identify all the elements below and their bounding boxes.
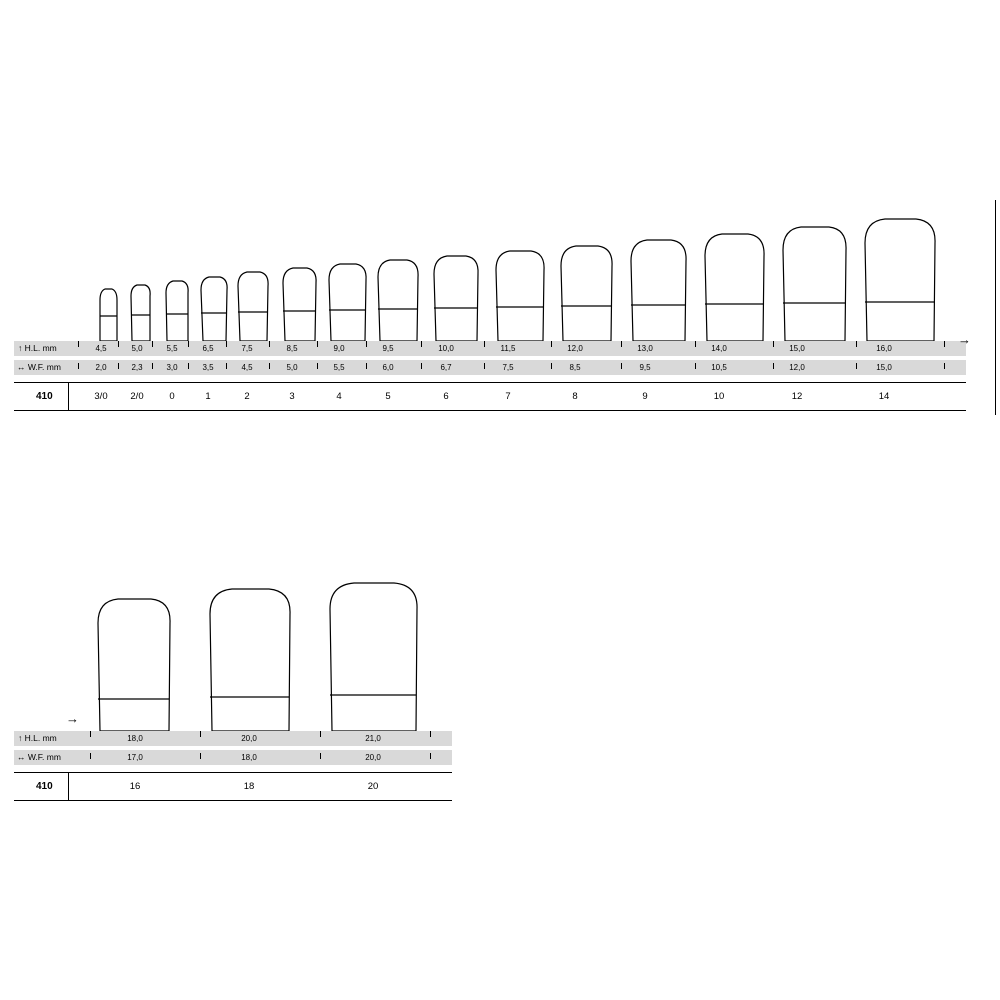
top-wf-value: 5,0: [286, 363, 298, 372]
top-hl-value: 8,5: [286, 344, 298, 353]
top-hl-value: 4,5: [95, 344, 107, 353]
bottom-tick-lower: [320, 753, 321, 759]
top-hl-value: 7,5: [241, 344, 253, 353]
bottom-tick: [320, 731, 321, 737]
bottom-wf-row-label: [17, 750, 61, 765]
top-size-value: 12: [791, 391, 803, 402]
height-arrow-icon: ↑: [18, 343, 23, 353]
bottom-axis-rule-lower: [14, 800, 452, 801]
bottom-wf-value: 18,0: [241, 753, 257, 762]
top-wf-value: 12,0: [789, 363, 805, 372]
top-row-continuation-arrow-icon: →: [958, 332, 971, 347]
bottom-axis-divider: [68, 772, 69, 801]
top-hl-value: 11,5: [500, 344, 516, 353]
bottom-tick-lower: [200, 753, 201, 759]
top-size-value: 2/0: [130, 391, 144, 402]
top-hl-value: 9,5: [382, 344, 394, 353]
top-size-value: 10: [713, 391, 725, 402]
bottom-axis-rule-upper: [14, 772, 452, 773]
top-wf-value: 3,0: [166, 363, 178, 372]
hl-label-text: H.L. mm: [24, 733, 57, 743]
top-wf-value: 4,5: [241, 363, 253, 372]
top-size-value: 14: [878, 391, 890, 402]
top-hl-value: 5,5: [166, 344, 178, 353]
bottom-size-value: 18: [243, 781, 255, 792]
top-size-value: 8: [572, 391, 578, 402]
top-size-value: 7: [505, 391, 511, 402]
bottom-wf-value: 20,0: [365, 753, 381, 762]
top-size-value: 3/0: [94, 391, 108, 402]
bottom-size-value: 16: [129, 781, 141, 792]
bottom-tick-lower: [430, 753, 431, 759]
top-size-value: 5: [385, 391, 391, 402]
bottom-series-code: 410: [36, 781, 53, 792]
bottom-tick: [90, 731, 91, 737]
wf-label-text: W.F. mm: [27, 362, 61, 372]
top-size-value: 4: [336, 391, 342, 402]
top-hl-value: 6,5: [202, 344, 214, 353]
top-wf-value: 2,3: [131, 363, 143, 372]
bottom-tick-lower: [90, 753, 91, 759]
bottom-row-continuation-arrow-icon: →: [66, 711, 79, 726]
width-arrow-icon: ↔: [17, 362, 26, 372]
top-hl-value: 14,0: [711, 344, 727, 353]
top-size-value: 1: [205, 391, 211, 402]
top-wf-value: 6,0: [382, 363, 394, 372]
bottom-size-value: 20: [367, 781, 379, 792]
top-wf-value: 9,5: [639, 363, 651, 372]
top-wf-value: 5,5: [333, 363, 345, 372]
top-series-code: 410: [36, 391, 53, 402]
hl-label-text: H.L. mm: [24, 343, 57, 353]
top-wf-value: 7,5: [502, 363, 514, 372]
top-wf-value: 3,5: [202, 363, 214, 372]
top-wf-value: 15,0: [876, 363, 892, 372]
height-arrow-icon: ↑: [18, 733, 23, 743]
top-size-value: 2: [244, 391, 250, 402]
top-wf-value: 10,5: [711, 363, 727, 372]
top-size-value: 3: [289, 391, 295, 402]
wf-label-text: W.F. mm: [27, 752, 61, 762]
bottom-hl-row-label: [18, 731, 57, 746]
bottom-hl-value: 20,0: [241, 734, 257, 743]
top-hl-value: 12,0: [567, 344, 583, 353]
top-size-value: 9: [642, 391, 648, 402]
top-size-value: 0: [169, 391, 175, 402]
top-size-value: 6: [443, 391, 449, 402]
top-wf-value: 2,0: [95, 363, 107, 372]
top-wf-value: 8,5: [569, 363, 581, 372]
top-wf-value: 6,7: [440, 363, 452, 372]
bottom-wf-value: 17,0: [127, 753, 143, 762]
bottom-hl-value: 21,0: [365, 734, 381, 743]
top-hl-value: 9,0: [333, 344, 345, 353]
top-hl-value: 15,0: [789, 344, 805, 353]
top-hl-value: 16,0: [876, 344, 892, 353]
bottom-hl-value: 18,0: [127, 734, 143, 743]
top-hl-value: 5,0: [131, 344, 143, 353]
bottom-tick: [200, 731, 201, 737]
top-hl-value: 10,0: [438, 344, 454, 353]
width-arrow-icon: ↔: [17, 752, 26, 762]
top-hl-value: 13,0: [637, 344, 653, 353]
bottom-tick: [430, 731, 431, 737]
